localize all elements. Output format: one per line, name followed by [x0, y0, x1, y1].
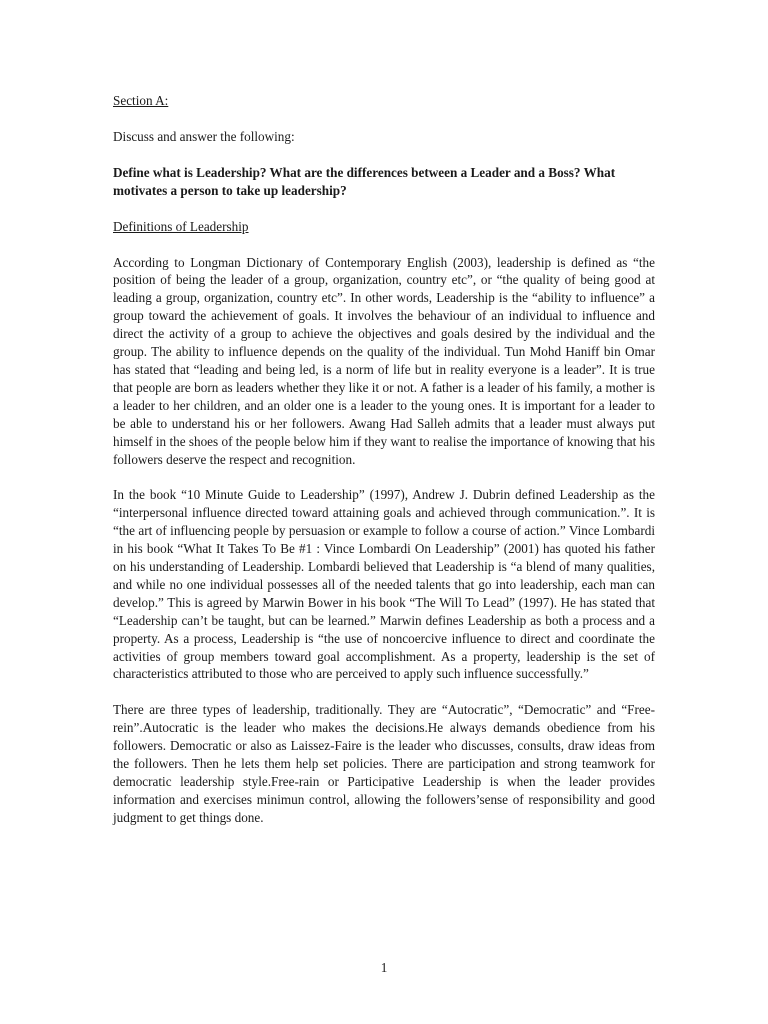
instruction-text: Discuss and answer the following:: [113, 128, 295, 144]
paragraph-definitions: According to Longman Dictionary of Contemporary English (2003), leadership is defined as “the position of being the leader of a group, organization, country etc”, or “the quality of being good at leading a group, organization, country etc”. In other words, Leadership is the “ability to influence” a group toward the achievement of goals. It involves the behaviour of an individual to influence and direct the activity of a group to achieve the objectives and goals desired by the individual and the group. The ability to influence depends on the quality of the individual. Tun Mohd Haniff bin Omar has stated that “leading and being led, is a norm of life but in reality everyone is a leader”. It is true that people are born as leaders whether they like it or not. A father is a leader of his family, a mother is a leader to her children, and an older one is a leader to the young ones. It is important for a leader to be able to understand his or her followers. Awang Had Salleh admits that a leader must always put himself in the shoes of the people below him if they want to realise the importance of knowing that his followers deserve the respect and recognition.: [113, 254, 655, 467]
section-title: Section A:: [113, 93, 169, 108]
question-text: Define what is Leadership? What are the differences between a Leader and a Boss? What motivates a person to take up leadership?: [113, 164, 616, 198]
paragraph-dubrin-lombardi: In the book “10 Minute Guide to Leadership” (1997), Andrew J. Dubrin defined Leadership as the “interpersonal influence directed toward attaining goals and achieved through communication.”. It is “the art of influencing people by persuasion or example to follow a course of action.” Vince Lombardi in his book “What It Takes To Be #1 : Vince Lombardi On Leadership” (2001) has quoted his father on his understanding of Leadership. Lombardi believed that Leadership is “a blend of many qualities, and while no one individual possesses all of the needed talents that go into leadership, each man can develop.” This is agreed by Marwin Bower in his book “The Will To Lead” (1997). He has stated that “Leadership can’t be taught, but can be learned.” Marwin defines Leadership as both a process and a property. As a process, Leadership is “the use of noncoercive influence to direct and coordinate the activities of group members toward goal accomplishment. As a property, leadership is the set of characteristics attributed to those who are perceived to apply such influence successfully.”: [113, 487, 655, 682]
page-number: 1: [380, 960, 388, 975]
document-page: [113, 92, 655, 827]
paragraph-leadership-types: There are three types of leadership, traditionally. They are “Autocratic”, “Democratic” and “Free-rein”.Autocratic is the leader who makes the decisions.He always demands obedience from his followers. Democratic or also as Laissez-Faire is the leader who discusses, consults, draw ideas from the followers. Then he lets them help set policies. There are participation and strong teamwork for democratic leadership style.Free-rain or Participative Leadership is when the leader provides information and exercises minimun control, allowing the followers’sense of responsibility and good judgment to get things done.: [113, 702, 655, 825]
definitions-subheading: Definitions of Leadership: [113, 218, 249, 234]
